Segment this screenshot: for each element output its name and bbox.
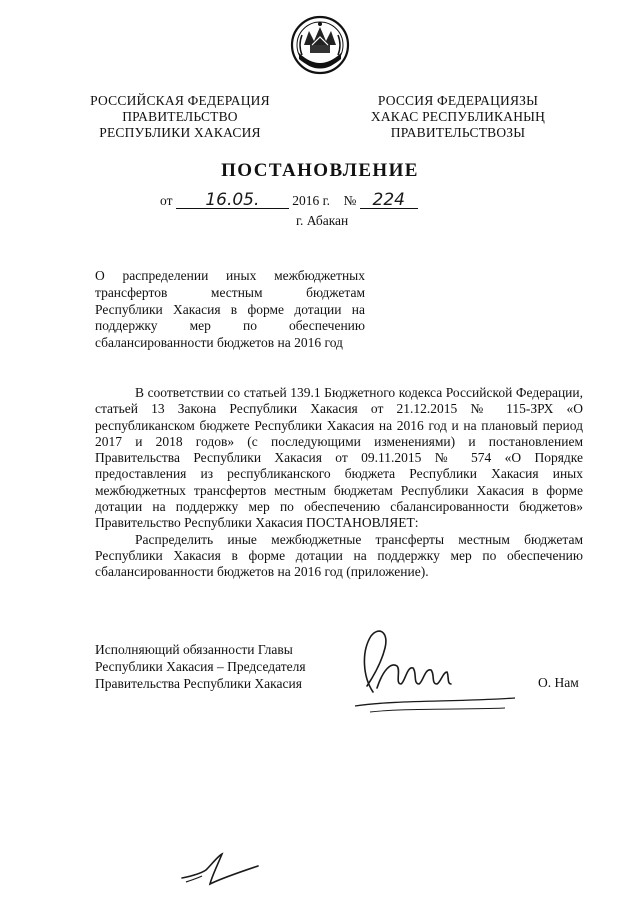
header-left-line: РЕСПУБЛИКИ ХАКАСИЯ — [99, 125, 261, 140]
header-right-line: ПРАВИТЕЛЬСТВОЗЫ — [390, 125, 526, 140]
body-paragraph: Распределить иные межбюджетные трансферты местным бюджетам Республики Хакасия в форме дотации на поддержку мер по обеспечению сбалансированности бюджетов на 2016 год (приложение). — [95, 531, 583, 580]
date-year: 2016 г. — [292, 193, 330, 208]
handwritten-number: 224 — [360, 192, 418, 209]
subject-line: О распределении иных межбюджетных — [95, 268, 365, 283]
signatory-line: Правительства Республики Хакасия — [95, 676, 302, 691]
handwritten-initials-mark — [178, 850, 263, 890]
signer-name: О. Нам — [538, 675, 579, 690]
date-number-line — [160, 192, 418, 209]
subject-line: поддержку мер по обеспечению — [95, 318, 365, 334]
handwritten-date: 16.05. — [176, 192, 289, 209]
coat-of-arms-emblem — [290, 15, 350, 75]
subject-line: сбалансированности бюджетов на 2016 год — [95, 335, 343, 351]
handwritten-signature — [345, 622, 520, 717]
header-right-line: ХАКАС РЕСПУБЛИКАНЫҢ — [370, 109, 546, 124]
signatory-line: Исполняющий обязанности Главы — [95, 642, 293, 657]
number-sign: № — [343, 193, 357, 208]
header-right-line: РОССИЯ ФЕДЕРАЦИЯЗЫ — [377, 93, 539, 108]
subject-heading — [95, 268, 365, 352]
signatory-line: Республики Хакасия – Председателя — [95, 659, 306, 674]
header-left-line: ПРАВИТЕЛЬСТВО — [122, 109, 238, 124]
subject-line: трансфертов местным бюджетам — [95, 284, 365, 300]
body-paragraph: В соответствии со статьей 139.1 Бюджетного кодекса Российской Федерации, статьей 13 Закона Республики Хакасия от 21.12.2015 № 115-ЗРХ «О республиканском бюджете Республики Хакасия на 2016 год и на плановый период 2017 и 2018 годов» (с последующими изменениями) и постановлением Правительства Республики Хакасия от 09.11.2015 № 574 «О Порядке предоставления из республиканского бюджета Республики Хакасия иных межбюджетных трансфертов местным бюджетам Республики Хакасия в форме дотации на поддержку мер по обеспечению сбалансированности бюджетов» Правительство Республики Хакасия ПОСТАНОВЛЯЕТ: — [95, 385, 583, 531]
date-prefix: от — [160, 193, 173, 208]
signatory-title — [95, 641, 306, 692]
header-left-russian — [85, 93, 275, 141]
city-name: г. Абакан — [296, 213, 349, 228]
header-left-line: РОССИЙСКАЯ ФЕДЕРАЦИЯ — [90, 93, 270, 108]
subject-line: Республики Хакасия в форме дотации на — [95, 301, 365, 317]
document-title: ПОСТАНОВЛЕНИЕ — [221, 160, 419, 181]
header-right-khakas — [358, 93, 558, 141]
resolution-body — [95, 385, 583, 581]
